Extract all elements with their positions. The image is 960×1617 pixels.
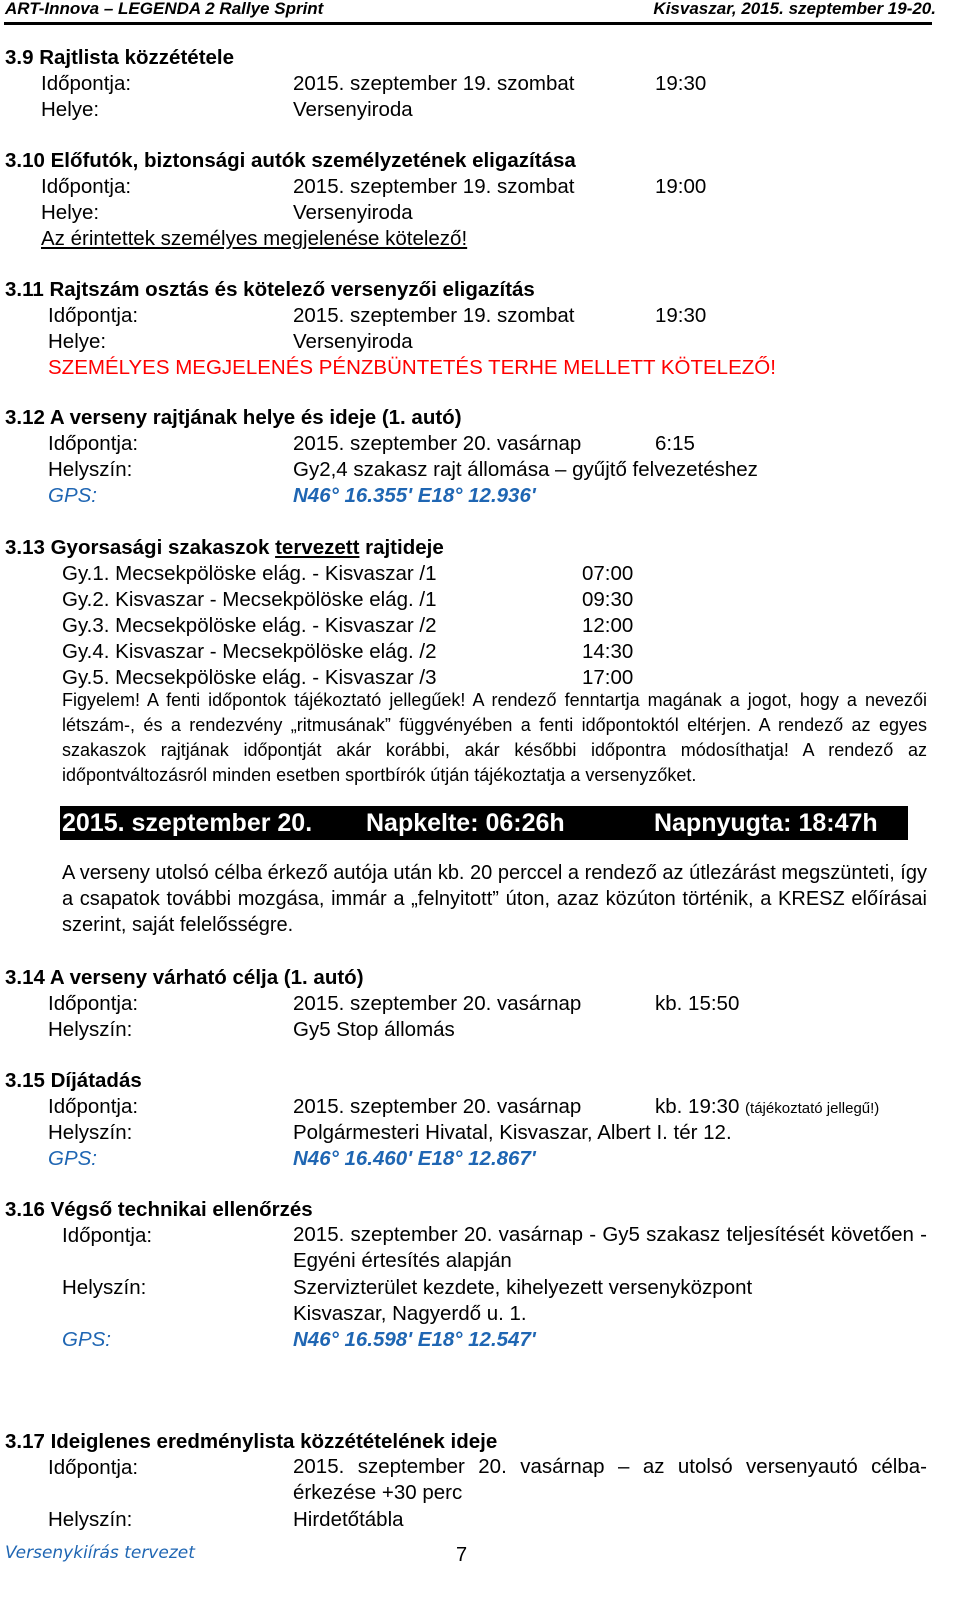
- section-3-11-title: 3.11 Rajtszám osztás és kötelező versenyzői eligazítás: [5, 278, 535, 301]
- s310-place-label: Helye:: [41, 201, 100, 224]
- section-3-9-title: 3.9 Rajtlista közzététele: [5, 46, 235, 69]
- s314-place-value: Gy5 Stop állomás: [293, 1018, 455, 1041]
- s312-gps-value: N46° 16.355' E18° 12.936': [293, 484, 536, 507]
- s311-time-label: Időpontja:: [48, 304, 139, 327]
- stage-time: 09:30: [582, 588, 634, 611]
- sunset: Napnyugta: 18:47h: [654, 809, 878, 837]
- s310-time-label: Időpontja:: [41, 175, 132, 198]
- stage-name: Gy.1. Mecsekpölöske elág. - Kisvaszar /1: [62, 562, 437, 585]
- s312-time-value: 2015. szeptember 20. vasárnap: [293, 432, 582, 455]
- header-date: Kisvaszar, 2015. szeptember 19-20.: [653, 0, 936, 18]
- sunrise: Napkelte: 06:26h: [366, 809, 565, 837]
- s315-time-hour-group: [655, 1097, 879, 1118]
- s313-closing: A verseny utolsó célba érkező autója után kb. 20 perccel a rendező az útlezárást megszünteti, így a csapatok további mozgása, immár a „felnyitott” úton, azaz közúton történik, a KRESZ előírásai szerint, saját felelősségre.: [62, 862, 927, 936]
- s310-time-value: 2015. szeptember 19. szombat: [293, 175, 575, 198]
- s314-time-label: Időpontja:: [48, 992, 139, 1015]
- s315-time-hour: kb. 19:30: [655, 1095, 740, 1118]
- s315-gps-label: GPS:: [48, 1147, 97, 1170]
- s310-place-value: Versenyiroda: [293, 201, 413, 224]
- s317-time-label: Időpontja:: [48, 1456, 139, 1479]
- s316-time-label: Időpontja:: [62, 1224, 153, 1247]
- s313-title-post: rajtideje: [359, 536, 444, 559]
- s39-place-label: Helye:: [41, 98, 100, 121]
- s310-note: Az érintettek személyes megjelenése kötelező!: [41, 227, 468, 250]
- s315-time-label: Időpontja:: [48, 1095, 139, 1118]
- section-3-13-title: [5, 538, 444, 559]
- section-3-17-title: 3.17 Ideiglenes eredménylista közzétételének ideje: [5, 1430, 498, 1453]
- s310-time-hour: 19:00: [655, 175, 707, 198]
- s316-place-value-2: Kisvaszar, Nagyerdő u. 1.: [293, 1302, 527, 1325]
- s316-place-value-1: Szervizterület kezdete, kihelyezett versenyközpont: [293, 1276, 753, 1299]
- page-number: 7: [456, 1544, 468, 1566]
- stage-time: 07:00: [582, 562, 634, 585]
- s39-time-label: Időpontja:: [41, 72, 132, 95]
- s311-place-label: Helye:: [48, 330, 107, 353]
- s315-time-note: (tájékoztató jellegű!): [745, 1100, 880, 1117]
- s316-time-value: 2015. szeptember 20. vasárnap - Gy5 szakasz teljesítését követően - Egyéni értesítés alapján: [293, 1223, 927, 1272]
- stage-name: Gy.4. Kisvaszar - Mecsekpölöske elág. /2: [62, 640, 437, 663]
- s39-time-value: 2015. szeptember 19. szombat: [293, 72, 575, 95]
- section-3-14-title: 3.14 A verseny várható célja (1. autó): [5, 966, 364, 989]
- header-rule: [4, 22, 932, 25]
- s39-time-hour: 19:30: [655, 72, 707, 95]
- s313-note: Figyelem! A fenti időpontok tájékoztató jellegűek! A rendező fenntartja magának a jogot, hogy a nevezői létszám-, és a rendezvény „ritmusának” függvényében a fenti időpontoktól eltérjen. A rendező az egyes szakaszok rajtjának időpontját akár korábbi, akár későbbi időpontra módosíthatja! A rendező az időpontváltozásról minden esetben sportbírók útján tájékoztatja a versenyzőket.: [62, 690, 927, 785]
- s314-time-value: 2015. szeptember 20. vasárnap: [293, 992, 582, 1015]
- s311-time-hour: 19:30: [655, 304, 707, 327]
- s315-place-label: Helyszín:: [48, 1121, 133, 1144]
- s313-title-underlined: tervezett: [275, 536, 360, 559]
- s313-title-pre: 3.13 Gyorsasági szakaszok: [5, 536, 276, 559]
- s312-place-value: Gy2,4 szakasz rajt állomása – gyűjtő felvezetéshez: [293, 458, 758, 481]
- stage-time: 12:00: [582, 614, 634, 637]
- stage-name: Gy.3. Mecsekpölöske elág. - Kisvaszar /2: [62, 614, 437, 637]
- s317-place-label: Helyszín:: [48, 1508, 133, 1531]
- s317-place-value: Hirdetőtábla: [293, 1508, 404, 1531]
- s317-time-value: 2015. szeptember 20. vasárnap – az utolsó versenyautó célba-érkezése +30 perc: [293, 1455, 927, 1504]
- s316-gps-label: GPS:: [62, 1328, 111, 1351]
- stage-time: 17:00: [582, 666, 634, 689]
- s314-time-hour: kb. 15:50: [655, 992, 740, 1015]
- footer-doc-name: Versenykiírás tervezet: [5, 1543, 195, 1563]
- sun-date: 2015. szeptember 20.: [62, 809, 313, 837]
- s312-time-label: Időpontja:: [48, 432, 139, 455]
- section-3-10-title: 3.10 Előfutók, biztonsági autók személyzetének eligazítása: [5, 149, 576, 172]
- stage-name: Gy.5. Mecsekpölöske elág. - Kisvaszar /3: [62, 666, 437, 689]
- s311-warning: SZEMÉLYES MEGJELENÉS PÉNZBÜNTETÉS TERHE MELLETT KÖTELEZŐ!: [48, 356, 776, 379]
- stage-name: Gy.2. Kisvaszar - Mecsekpölöske elág. /1: [62, 588, 437, 611]
- stage-time: 14:30: [582, 640, 634, 663]
- s312-gps-label: GPS:: [48, 484, 97, 507]
- s315-time-value: 2015. szeptember 20. vasárnap: [293, 1095, 582, 1118]
- s315-gps-value: N46° 16.460' E18° 12.867': [293, 1147, 536, 1170]
- s316-place-label: Helyszín:: [62, 1276, 147, 1299]
- s315-place-value: Polgármesteri Hivatal, Kisvaszar, Albert I. tér 12.: [293, 1121, 732, 1144]
- section-3-16-title: 3.16 Végső technikai ellenőrzés: [5, 1198, 313, 1221]
- s311-place-value: Versenyiroda: [293, 330, 413, 353]
- sun-times-bar: [60, 806, 908, 840]
- header-title: ART-Innova – LEGENDA 2 Rallye Sprint: [5, 0, 324, 18]
- s311-time-value: 2015. szeptember 19. szombat: [293, 304, 575, 327]
- section-3-12-title: 3.12 A verseny rajtjának helye és ideje (1. autó): [5, 406, 462, 429]
- s316-gps-value: N46° 16.598' E18° 12.547': [293, 1328, 536, 1351]
- s39-place-value: Versenyiroda: [293, 98, 413, 121]
- section-3-15-title: 3.15 Díjátadás: [5, 1069, 142, 1092]
- s314-place-label: Helyszín:: [48, 1018, 133, 1041]
- s312-time-hour: 6:15: [655, 432, 695, 455]
- s312-place-label: Helyszín:: [48, 458, 133, 481]
